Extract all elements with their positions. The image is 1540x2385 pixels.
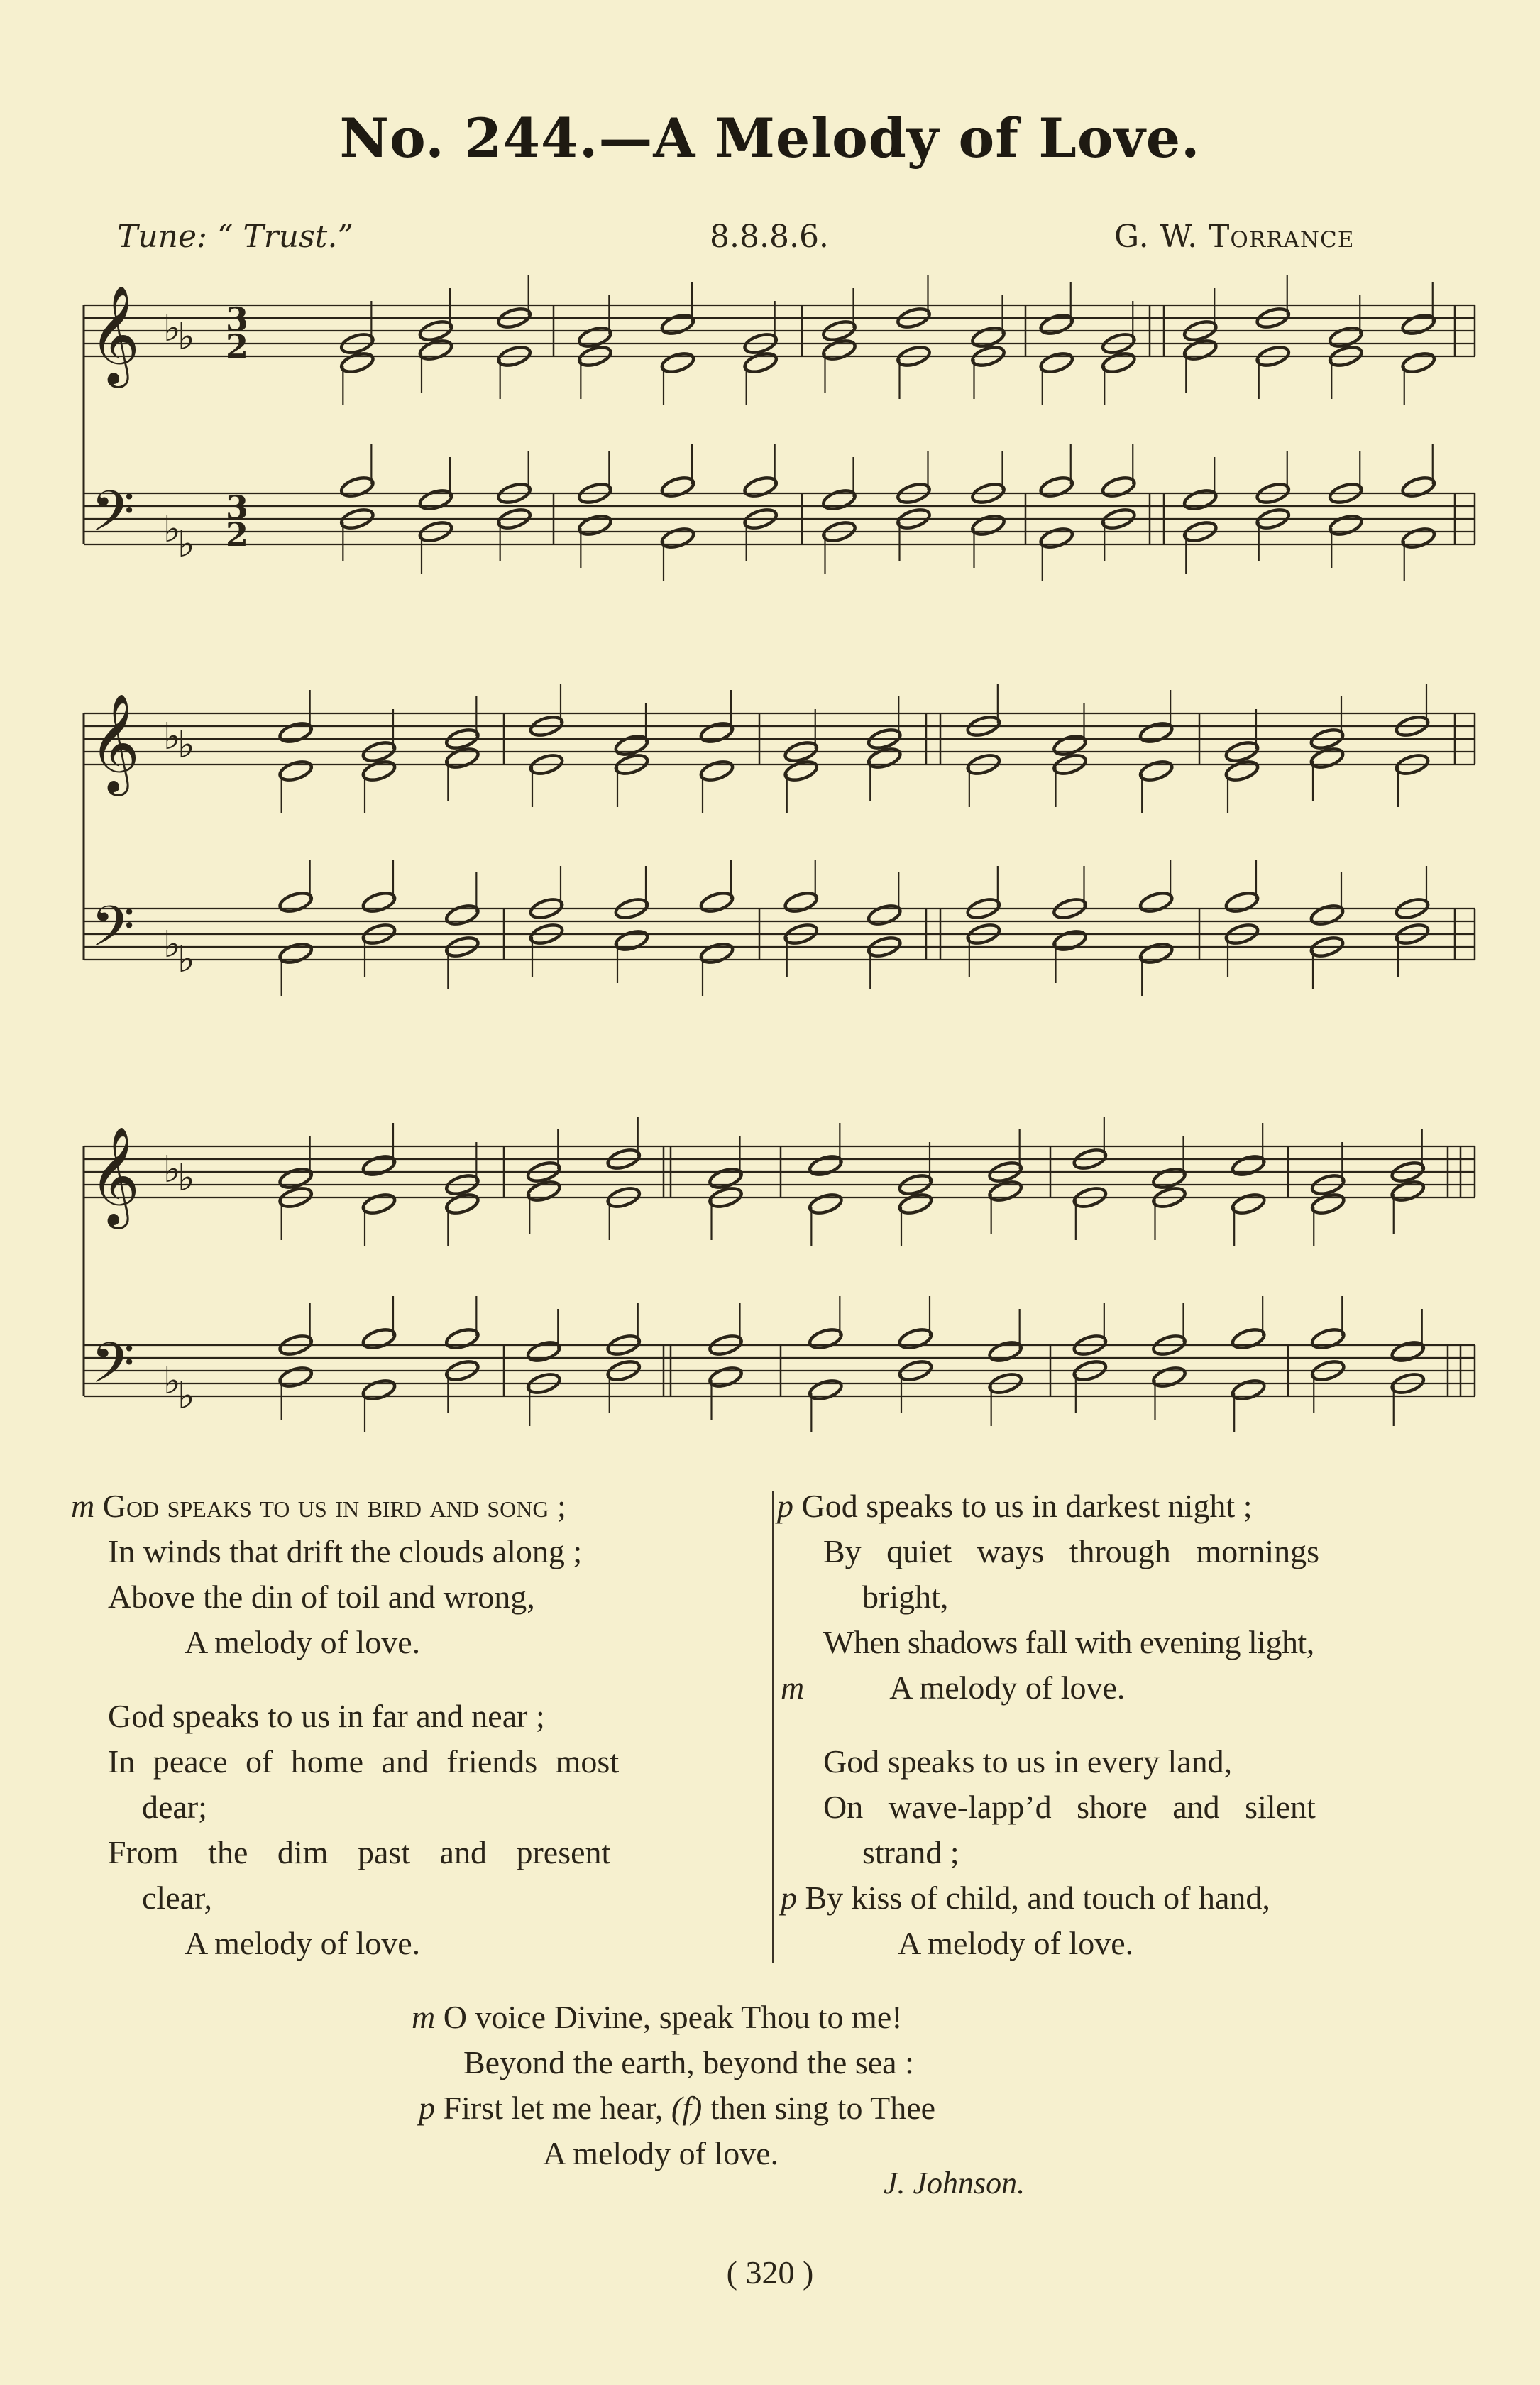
half-note bbox=[1182, 337, 1219, 362]
half-note bbox=[577, 512, 613, 537]
half-note bbox=[987, 1178, 1023, 1203]
half-note bbox=[1328, 512, 1364, 537]
half-note bbox=[699, 941, 735, 965]
half-note bbox=[867, 745, 903, 770]
verse-line: then sing to Thee bbox=[710, 2090, 936, 2126]
time-signature: 3 bbox=[226, 488, 249, 527]
verse-line: God speaks to us in darkest night ; bbox=[801, 1488, 1253, 1524]
half-note bbox=[277, 889, 314, 914]
half-note bbox=[1224, 758, 1260, 783]
half-note bbox=[867, 902, 903, 927]
dynamic-mark: p bbox=[781, 1880, 797, 1916]
half-note bbox=[742, 350, 779, 375]
half-note bbox=[444, 1326, 480, 1351]
verse-line: dear; bbox=[142, 1789, 207, 1825]
half-note bbox=[277, 1364, 314, 1389]
half-note bbox=[660, 525, 696, 550]
half-note bbox=[660, 312, 696, 336]
verse-line: God speaks to us in far and near ; bbox=[108, 1698, 545, 1734]
half-note bbox=[1400, 474, 1436, 499]
half-note bbox=[1231, 1153, 1267, 1178]
verse-line: By kiss of child, and touch of hand, bbox=[805, 1880, 1270, 1916]
half-note bbox=[808, 1153, 844, 1178]
verse-line: From the dim past and present bbox=[108, 1834, 611, 1870]
flat-sign: ♭ bbox=[177, 1157, 195, 1200]
half-note bbox=[970, 512, 1006, 537]
half-note bbox=[361, 1377, 397, 1402]
verse-line: By quiet ways through mornings bbox=[823, 1533, 1320, 1569]
dynamic-mark: p bbox=[777, 1488, 793, 1524]
column-divider bbox=[772, 1491, 774, 1963]
half-note bbox=[1390, 1339, 1426, 1364]
half-note bbox=[808, 1377, 844, 1402]
half-note bbox=[444, 1191, 480, 1216]
half-note bbox=[1400, 525, 1436, 550]
half-note bbox=[808, 1326, 844, 1351]
flat-sign: ♭ bbox=[163, 923, 181, 966]
verse-line: A melody of love. bbox=[185, 1624, 421, 1660]
time-signature: 2 bbox=[226, 515, 249, 554]
half-note bbox=[1138, 889, 1175, 914]
half-note bbox=[708, 1166, 744, 1190]
half-note bbox=[1138, 720, 1175, 745]
half-note bbox=[418, 487, 454, 512]
half-note bbox=[1138, 941, 1175, 965]
half-note bbox=[987, 1339, 1023, 1364]
half-note bbox=[277, 758, 314, 783]
bass-clef: 𝄢 bbox=[91, 894, 135, 973]
half-note bbox=[361, 1326, 397, 1351]
half-note bbox=[808, 1191, 844, 1216]
verse-line: A melody of love. bbox=[889, 1670, 1126, 1706]
half-note bbox=[361, 1153, 397, 1178]
half-note bbox=[577, 324, 613, 349]
treble-clef: 𝄞 bbox=[89, 1126, 140, 1225]
bass-clef: 𝄢 bbox=[91, 478, 135, 558]
verse-line: A melody of love. bbox=[185, 1925, 421, 1961]
half-note bbox=[660, 474, 696, 499]
flat-sign: ♭ bbox=[163, 307, 181, 350]
half-note bbox=[277, 941, 314, 965]
half-note bbox=[783, 889, 819, 914]
half-note bbox=[277, 720, 314, 745]
verse-line: In winds that drift the clouds along ; bbox=[108, 1533, 583, 1569]
half-note bbox=[614, 928, 650, 953]
verse-line: clear, bbox=[142, 1880, 213, 1916]
half-note bbox=[742, 474, 779, 499]
dynamic-mark: m bbox=[412, 1999, 436, 2035]
flat-sign: ♭ bbox=[163, 1360, 181, 1403]
half-note bbox=[1052, 928, 1088, 953]
treble-clef: 𝄞 bbox=[89, 693, 140, 792]
half-note bbox=[821, 337, 857, 362]
verse-line: O voice Divine, speak Thou to me! bbox=[443, 1999, 903, 2035]
half-note bbox=[1231, 1377, 1267, 1402]
half-note bbox=[970, 324, 1006, 349]
composer: G. W. Torrance bbox=[1114, 219, 1355, 255]
half-note bbox=[1151, 1364, 1187, 1389]
verse-line: Above the din of toil and wrong, bbox=[108, 1579, 535, 1615]
half-note bbox=[1309, 902, 1346, 927]
verse-line: First let me hear, bbox=[443, 2090, 664, 2126]
half-note bbox=[1224, 889, 1260, 914]
half-note bbox=[1182, 487, 1219, 512]
page-number: ( 320 ) bbox=[726, 2254, 814, 2291]
flat-sign: ♭ bbox=[163, 1148, 181, 1191]
half-note bbox=[1038, 474, 1074, 499]
half-note bbox=[821, 487, 857, 512]
verse-line: A melody of love. bbox=[898, 1925, 1134, 1961]
verse-line: God speaks to us in bird and song ; bbox=[102, 1488, 566, 1524]
verse-line: Beyond the earth, beyond the sea : bbox=[463, 2044, 914, 2080]
half-note bbox=[444, 902, 480, 927]
half-note bbox=[1310, 1191, 1346, 1216]
half-note bbox=[660, 350, 696, 375]
half-note bbox=[1400, 350, 1436, 375]
half-note bbox=[361, 758, 397, 783]
half-note bbox=[1400, 312, 1436, 336]
tune-name: Tune: “ Trust.” bbox=[117, 219, 353, 255]
half-note bbox=[1310, 1326, 1346, 1351]
half-note bbox=[526, 1178, 562, 1203]
half-note bbox=[361, 1191, 397, 1216]
half-note bbox=[1038, 525, 1074, 550]
half-note bbox=[339, 474, 375, 499]
flat-sign: ♭ bbox=[177, 523, 195, 566]
meter: 8.8.8.6. bbox=[710, 219, 829, 255]
dynamic-mark: f bbox=[682, 2090, 691, 2126]
half-note bbox=[898, 1326, 934, 1351]
treble-clef: 𝄞 bbox=[89, 285, 140, 384]
dynamic-mark: m bbox=[71, 1488, 95, 1524]
flat-sign: ♭ bbox=[177, 316, 195, 358]
half-note bbox=[1390, 1178, 1426, 1203]
half-note bbox=[1101, 474, 1137, 499]
half-note bbox=[339, 350, 375, 375]
half-note bbox=[277, 1166, 314, 1190]
half-note bbox=[1309, 745, 1346, 770]
half-note bbox=[1038, 350, 1074, 375]
flat-sign: ♭ bbox=[177, 938, 195, 981]
flat-sign: ♭ bbox=[163, 716, 181, 758]
verse-line: God speaks to us in every land, bbox=[823, 1743, 1233, 1780]
half-note bbox=[699, 758, 735, 783]
half-note bbox=[783, 758, 819, 783]
author-signature: J. Johnson. bbox=[884, 2166, 1025, 2200]
verse-line: On wave-lapp’d shore and silent bbox=[823, 1789, 1316, 1825]
verse-line: When shadows fall with evening light, bbox=[823, 1624, 1314, 1660]
verse-line: strand ; bbox=[862, 1834, 959, 1870]
half-note bbox=[361, 889, 397, 914]
half-note bbox=[1052, 733, 1088, 757]
half-note bbox=[708, 1364, 744, 1389]
half-note bbox=[1138, 758, 1175, 783]
half-note bbox=[614, 733, 650, 757]
half-note bbox=[1101, 350, 1137, 375]
time-signature: 2 bbox=[226, 327, 249, 366]
half-note bbox=[1231, 1326, 1267, 1351]
half-note bbox=[1231, 1191, 1267, 1216]
dynamic-mark: p bbox=[419, 2090, 435, 2126]
flat-sign: ♭ bbox=[163, 508, 181, 551]
half-note bbox=[699, 720, 735, 745]
flat-sign: ♭ bbox=[177, 724, 195, 767]
dynamic-mark: m bbox=[781, 1670, 805, 1706]
hymn-title: No. 244.—A Melody of Love. bbox=[339, 106, 1201, 170]
bass-clef: 𝄢 bbox=[91, 1330, 135, 1410]
half-note bbox=[444, 745, 480, 770]
verse-line: bright, bbox=[862, 1579, 949, 1615]
half-note bbox=[699, 889, 735, 914]
verse-line: In peace of home and friends most bbox=[108, 1743, 620, 1780]
flat-sign: ♭ bbox=[177, 1375, 195, 1418]
half-note bbox=[526, 1339, 562, 1364]
verse-line: A melody of love. bbox=[543, 2135, 779, 2171]
half-note bbox=[1038, 312, 1074, 336]
half-note bbox=[898, 1191, 934, 1216]
half-note bbox=[1328, 324, 1364, 349]
half-note bbox=[418, 337, 454, 362]
half-note bbox=[1151, 1166, 1187, 1190]
time-signature: 3 bbox=[226, 300, 249, 339]
